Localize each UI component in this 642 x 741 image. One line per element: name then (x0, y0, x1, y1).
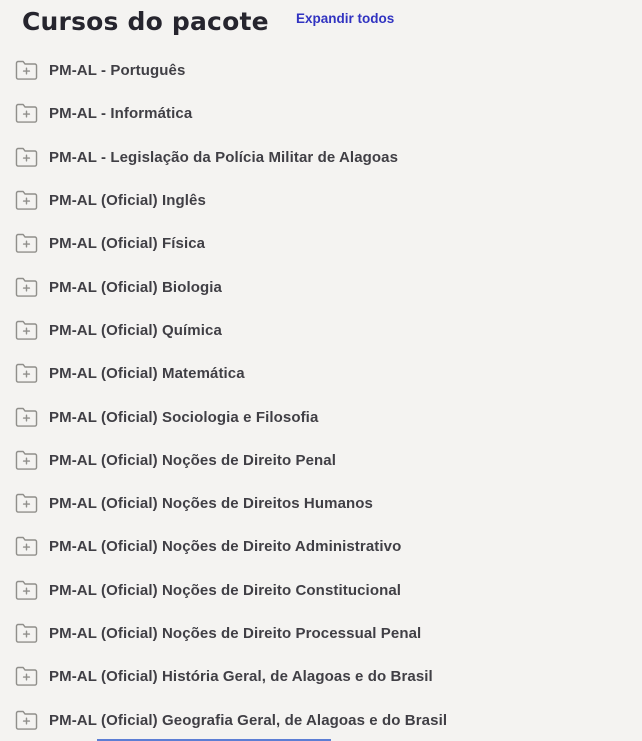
course-label: PM-AL - Informática (49, 105, 193, 123)
course-row[interactable] (15, 612, 642, 655)
course-row[interactable] (15, 222, 642, 265)
course-label: PM-AL (Oficial) Sociologia e Filosofia (49, 408, 319, 426)
folder-plus-icon (15, 103, 38, 124)
folder-plus-icon (15, 493, 38, 514)
course-label: PM-AL (Oficial) Geografia Geral, de Alagoas e do Brasil (49, 711, 448, 729)
folder-plus-icon (15, 623, 38, 644)
course-row[interactable] (15, 309, 642, 352)
folder-plus-icon (15, 233, 38, 254)
course-row[interactable] (15, 395, 642, 438)
folder-plus-icon (15, 580, 38, 601)
course-label: PM-AL (Oficial) Noções de Direito Penal (49, 451, 337, 469)
course-label: PM-AL - Legislação da Polícia Militar de Alagoas (49, 148, 399, 166)
folder-plus-icon (15, 320, 38, 341)
course-label: PM-AL (Oficial) Noções de Direito Administrativo (49, 538, 402, 556)
course-row[interactable] (15, 525, 642, 568)
course-row[interactable] (15, 569, 642, 612)
course-row[interactable] (15, 439, 642, 482)
course-label: PM-AL - Português (49, 62, 186, 80)
page-title: Cursos do pacote (22, 7, 269, 36)
course-label: PM-AL (Oficial) Química (49, 321, 222, 339)
folder-plus-icon (15, 450, 38, 471)
course-row[interactable] (15, 179, 642, 222)
course-label: PM-AL (Oficial) Biologia (49, 278, 222, 296)
folder-plus-icon (15, 147, 38, 168)
folder-plus-icon (15, 363, 38, 384)
folder-plus-icon (15, 277, 38, 298)
course-label: PM-AL (Oficial) História Geral, de Alagoas e do Brasil (49, 668, 433, 686)
course-list (15, 49, 642, 741)
folder-plus-icon (15, 710, 38, 731)
expand-all-link[interactable]: Expandir todos (296, 11, 395, 26)
course-row[interactable] (15, 92, 642, 135)
course-label: PM-AL (Oficial) Física (49, 235, 206, 253)
course-row[interactable] (15, 655, 642, 698)
course-label: PM-AL (Oficial) Noções de Direito Processual Penal (49, 625, 422, 642)
course-label: PM-AL (Oficial) Inglês (49, 192, 206, 210)
folder-plus-icon (15, 666, 38, 687)
course-row[interactable] (15, 352, 642, 395)
course-label: PM-AL (Oficial) Noções de Direito Constitucional (49, 581, 402, 599)
course-row[interactable] (15, 698, 642, 741)
folder-plus-icon (15, 407, 38, 428)
course-label: PM-AL (Oficial) Matemática (49, 365, 245, 383)
course-label: PM-AL (Oficial) Noções de Direitos Humanos (49, 495, 373, 513)
course-row[interactable] (15, 482, 642, 525)
folder-plus-icon (15, 60, 38, 81)
folder-plus-icon (15, 190, 38, 211)
course-row[interactable] (15, 49, 642, 92)
course-row[interactable] (15, 136, 642, 179)
folder-plus-icon (15, 536, 38, 557)
course-row[interactable] (15, 265, 642, 308)
